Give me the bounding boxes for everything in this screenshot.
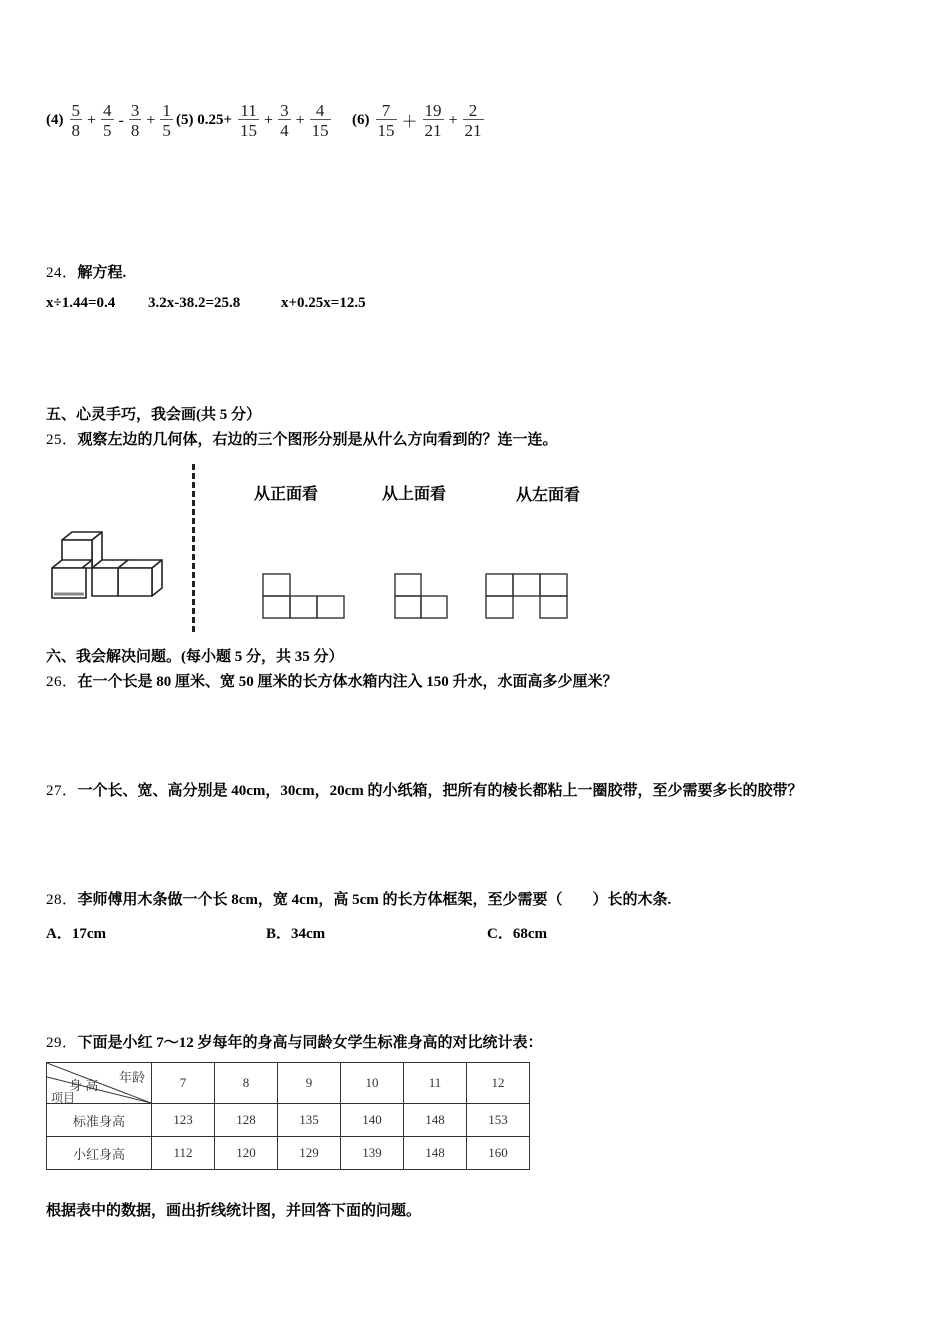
question-number: 28．	[46, 892, 78, 908]
fraction: $\frac{3}{4}$	[280, 101, 289, 140]
fraction: $\frac{19}{21}$	[424, 101, 442, 140]
question-text: 下面是小红 7～12 岁每年的身高与同龄女学生标准身高的对比统计表：	[77, 1035, 543, 1051]
fraction: $\frac{1}{5}$	[162, 101, 171, 140]
option-b[interactable]: B．34cm	[266, 926, 326, 942]
age-cell: 10	[341, 1063, 404, 1104]
option-a[interactable]: A．17cm	[46, 926, 106, 942]
section-6-heading: 六、我会解决问题。(每小题 5 分，共 35 分）	[46, 649, 344, 665]
question-25	[46, 428, 558, 449]
view-label-front: 从正面看	[254, 484, 319, 503]
expr-6-label: (6)	[352, 112, 370, 128]
section-5-heading: 五、心灵手巧，我会画(共 5 分）	[46, 407, 261, 423]
value-cell: 148	[404, 1104, 467, 1137]
value-cell: 120	[215, 1137, 278, 1170]
header-height-label: 身 高	[69, 1078, 99, 1093]
diagonal-header-cell	[47, 1063, 152, 1104]
question-number: 26．	[46, 674, 78, 690]
expr-4-label: (4)	[46, 112, 64, 128]
question-29	[46, 1031, 543, 1052]
question-text: 解方程.	[77, 265, 127, 281]
header-item-label: 项目	[51, 1091, 76, 1105]
expr-6: (6) $\frac{7}{15}$ ＋ $\frac{19}{21}$ + $\frac{2}{21}$	[352, 101, 482, 140]
expr-5: (5) 0.25+ $\frac{11}{15}$ + $\frac{3}{4}$ + $\frac{4}{15}$	[176, 101, 329, 140]
question-text: 在一个长是 80 厘米、宽 50 厘米的长方体水箱内注入 150 升水，水面高多少厘米？	[77, 674, 618, 690]
view-shape-b	[394, 573, 450, 621]
question-number: 25．	[46, 432, 78, 448]
fraction: $\frac{7}{15}$	[377, 101, 395, 140]
age-cell: 9	[278, 1063, 341, 1104]
question-text: 一个长、宽、高分别是 40cm，30cm，20cm 的小纸箱，把所有的棱长都粘上一圈胶带，至少需要多长的胶带？	[77, 783, 803, 799]
value-cell: 153	[467, 1104, 530, 1137]
equation-3: x+0.25x=12.5	[281, 295, 366, 311]
height-comparison-table	[46, 1062, 530, 1170]
question-24	[46, 261, 126, 282]
value-cell: 128	[215, 1104, 278, 1137]
value-cell: 112	[152, 1137, 215, 1170]
option-c[interactable]: C．68cm	[487, 926, 547, 942]
value-cell: 140	[341, 1104, 404, 1137]
table-row	[47, 1104, 530, 1137]
question-29-footer: 根据表中的数据，画出折线统计图，并回答下面的问题。	[46, 1203, 422, 1219]
header-age-label: 年龄	[118, 1070, 145, 1085]
row-label: 标准身高	[47, 1104, 152, 1137]
question-28	[46, 888, 671, 909]
value-cell: 148	[404, 1137, 467, 1170]
view-shape-c	[485, 573, 569, 621]
expr-4: (4) $\frac{5}{8}$ + $\frac{4}{5}$ - $\frac{3}{8}$ + $\frac{1}{5}$	[46, 101, 171, 140]
age-cell: 8	[215, 1063, 278, 1104]
question-27	[46, 779, 802, 800]
equation-2: 3.2x-38.2=25.8	[148, 295, 241, 311]
expr-5-label: (5) 0.25+	[176, 112, 233, 128]
value-cell: 129	[278, 1137, 341, 1170]
fraction: $\frac{4}{5}$	[103, 101, 112, 140]
row-label: 小红身高	[47, 1137, 152, 1170]
value-cell: 123	[152, 1104, 215, 1137]
view-shape-a	[262, 573, 346, 621]
fraction: $\frac{2}{21}$	[464, 101, 482, 140]
age-cell: 7	[152, 1063, 215, 1104]
equation-1: x÷1.44=0.4	[46, 295, 116, 311]
fraction: $\frac{11}{15}$	[240, 101, 258, 140]
table-header-row	[47, 1063, 530, 1104]
fraction: $\frac{4}{15}$	[311, 101, 329, 140]
question-number: 27．	[46, 783, 78, 799]
cube-solid-figure	[46, 526, 170, 602]
fraction: $\frac{3}{8}$	[130, 101, 140, 140]
question-number: 24．	[46, 265, 78, 281]
question-number: 29．	[46, 1035, 78, 1051]
value-cell: 160	[467, 1137, 530, 1170]
value-cell: 139	[341, 1137, 404, 1170]
table-row	[47, 1137, 530, 1170]
age-cell: 11	[404, 1063, 467, 1104]
question-26	[46, 670, 618, 691]
age-cell: 12	[467, 1063, 530, 1104]
fraction: $\frac{5}{8}$	[71, 101, 80, 140]
view-label-left: 从左面看	[516, 485, 581, 504]
question-text: 李师傅用木条做一个长 8cm，宽 4cm，高 5cm 的长方体框架，至少需要（ ）长的木条.	[77, 892, 672, 908]
view-label-top: 从上面看	[382, 484, 447, 503]
dashed-divider	[192, 464, 195, 632]
value-cell: 135	[278, 1104, 341, 1137]
question-text: 观察左边的几何体，右边的三个图形分别是从什么方向看到的？连一连。	[77, 432, 558, 448]
